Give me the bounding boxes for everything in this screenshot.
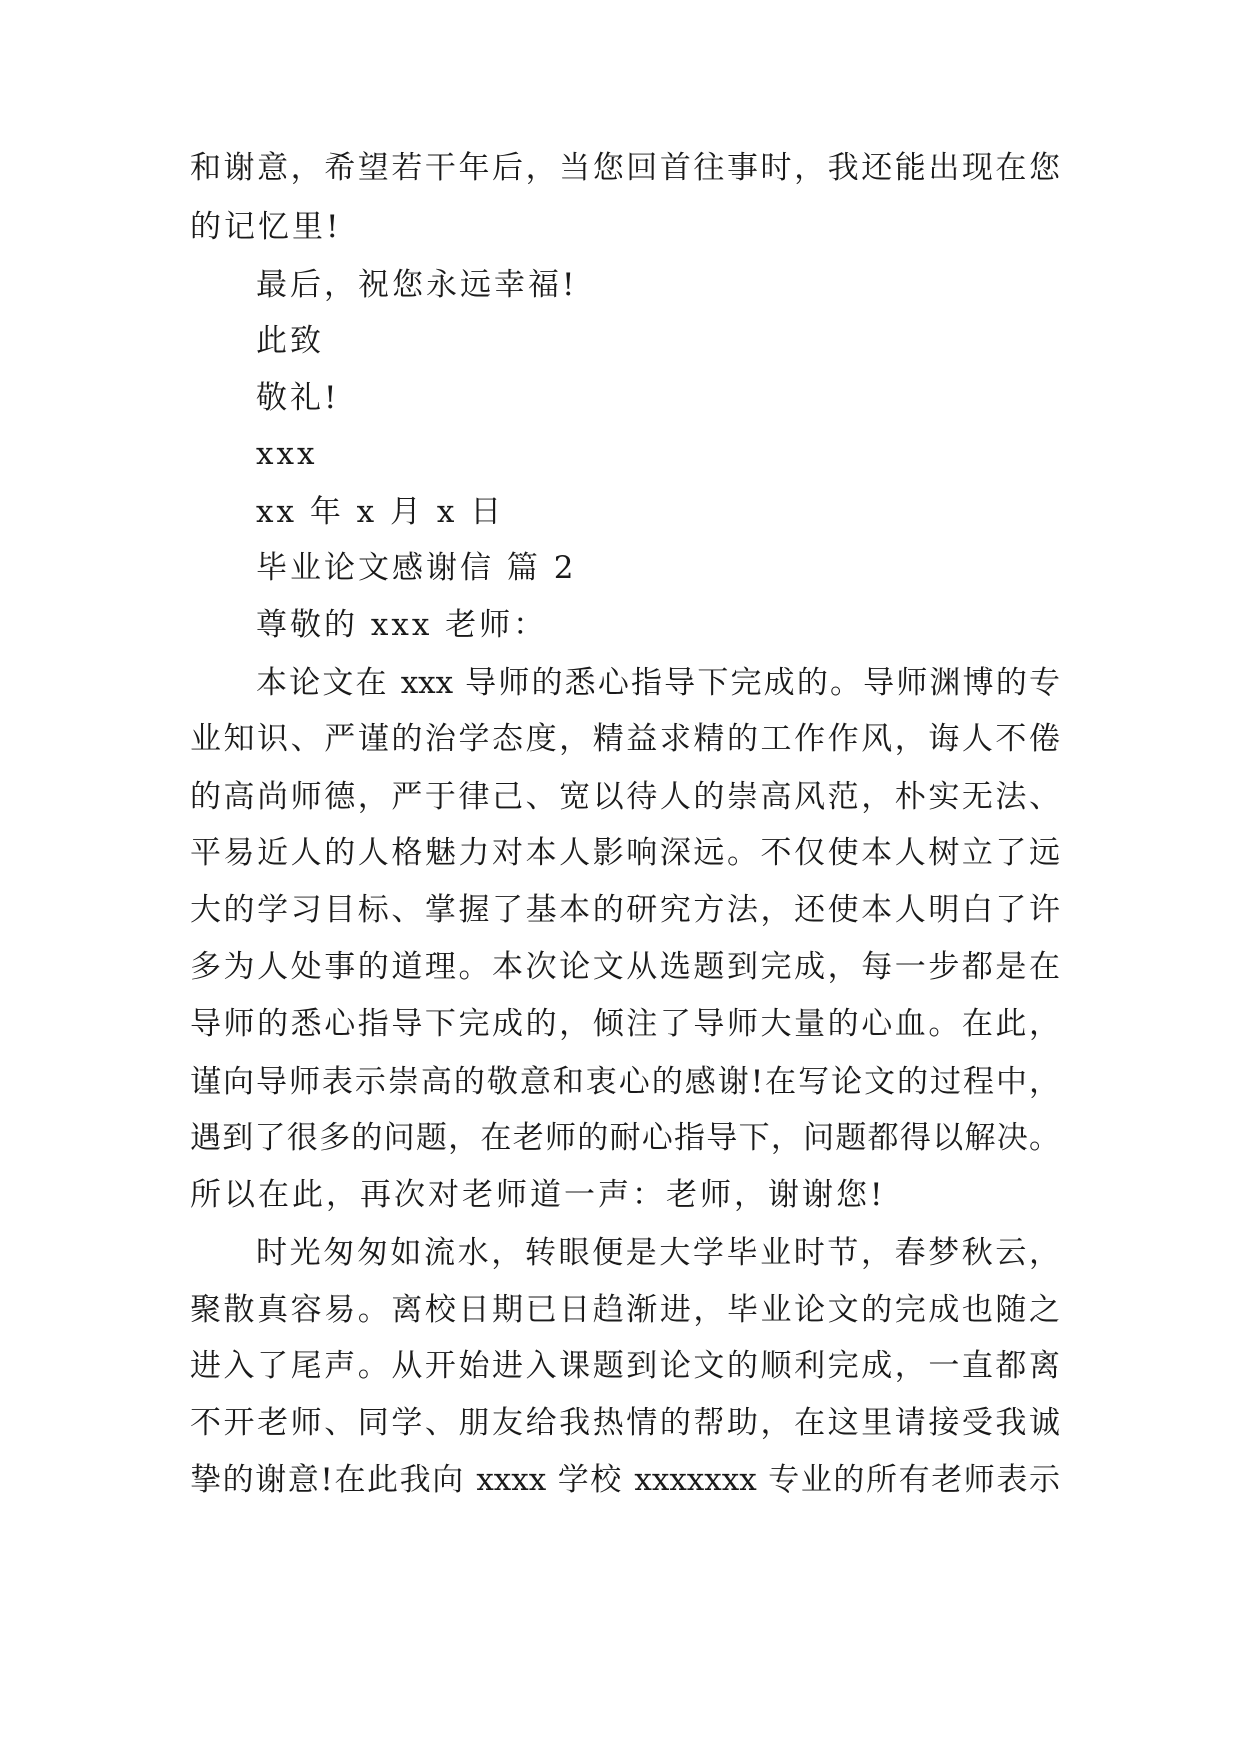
paragraph-line: 遇到了很多的问题，在老师的耐心指导下，问题都得以解决。 [190, 1120, 1060, 1156]
paragraph-line: 平易近人的人格魅力对本人影响深远。不仅使本人树立了远 [190, 835, 1060, 871]
paragraph-line: 谨向导师表示崇高的敬意和衷心的感谢!在写论文的过程中， [190, 1064, 1060, 1100]
salutation-closing: 此致 [256, 323, 324, 359]
paragraph-line: 和谢意，希望若干年后，当您回首往事时，我还能出现在您 [190, 150, 1060, 186]
paragraph-line: 的记忆里! [190, 209, 342, 245]
paragraph-line: 时光匆匆如流水，转眼便是大学毕业时节，春梦秋云， [256, 1235, 1060, 1271]
paragraph-line: 不开老师、同学、朋友给我热情的帮助，在这里请接受我诚 [190, 1405, 1060, 1441]
paragraph-line: 导师的悉心指导下完成的，倾注了导师大量的心血。在此， [190, 1006, 1060, 1042]
letter-greeting: 尊敬的 xxx 老师： [256, 607, 548, 643]
paragraph-line: 聚散真容易。离校日期已日趋渐进，毕业论文的完成也随之 [190, 1292, 1060, 1328]
paragraph-line: 所以在此，再次对老师道一声：老师，谢谢您! [190, 1177, 886, 1213]
paragraph-line: 大的学习目标、掌握了基本的研究方法，还使本人明白了许 [190, 892, 1060, 928]
closing-wish: 最后，祝您永远幸福! [256, 267, 578, 303]
signature-name: xxx [256, 436, 318, 472]
paragraph-line: 进入了尾声。从开始进入课题到论文的顺利完成，一直都离 [190, 1348, 1060, 1384]
paragraph-line: 本论文在 xxx 导师的悉心指导下完成的。导师渊博的专 [256, 665, 1060, 701]
section-heading: 毕业论文感谢信 篇 2 [256, 550, 577, 586]
signature-date: xx 年 x 月 x 日 [256, 494, 505, 530]
paragraph-line: 业知识、严谨的治学态度，精益求精的工作作风，诲人不倦 [190, 721, 1060, 757]
paragraph-line: 多为人处事的道理。本次论文从选题到完成，每一步都是在 [190, 949, 1060, 985]
paragraph-line: 挚的谢意!在此我向 xxxx 学校 xxxxxxx 专业的所有老师表示 [190, 1462, 1060, 1498]
salutation-respect: 敬礼! [256, 380, 340, 416]
paragraph-line: 的高尚师德，严于律己、宽以待人的崇高风范，朴实无法、 [190, 779, 1060, 815]
